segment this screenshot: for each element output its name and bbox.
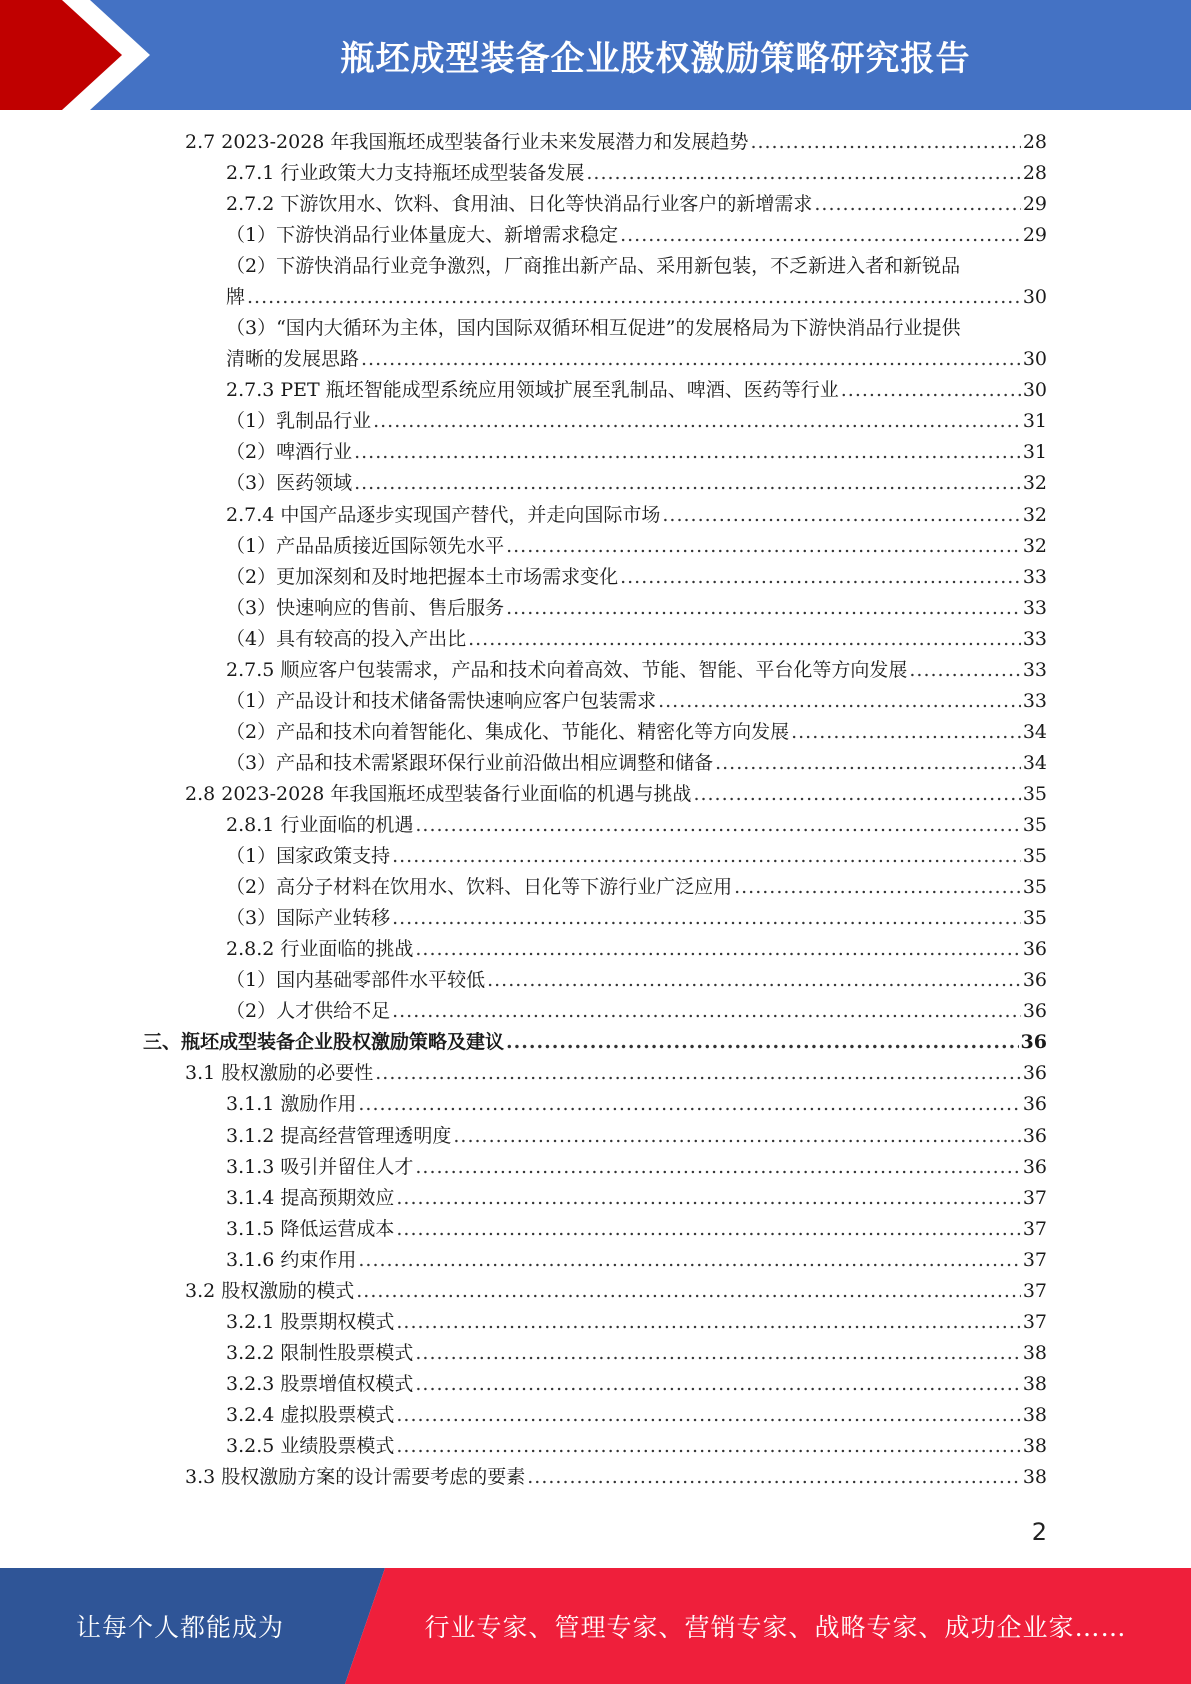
toc-entry[interactable] (226, 593, 1047, 624)
toc-dot-leader (392, 841, 1021, 872)
toc-dot-leader (527, 1462, 1021, 1493)
toc-entry-text: 牌 (226, 286, 246, 309)
toc-entry[interactable] (226, 748, 1047, 779)
toc-page-number: 32 (1022, 503, 1047, 526)
toc-entry[interactable] (226, 251, 1047, 313)
toc-dot-leader (468, 624, 1021, 655)
toc-entry[interactable] (185, 127, 1047, 158)
toc-entry-text: （3）产品和技术需紧跟环保行业前沿做出相应调整和储备 (226, 751, 714, 774)
toc-dot-leader (487, 965, 1021, 996)
toc-entry-text: 2.8.1 行业面临的机遇 (226, 814, 414, 836)
toc-entry-text: （1）国内基础零部件水平较低 (226, 969, 486, 992)
toc-dot-leader (620, 562, 1021, 593)
toc-page-number: 29 (1022, 224, 1047, 247)
toc-entry-text: 3.2.1 股票期权模式 (226, 1310, 395, 1333)
toc-page-number: 35 (1022, 876, 1047, 899)
toc-entry-text: 2.7 2023-2028 年我国瓶坯成型装备行业未来发展潜力和发展趋势 (185, 131, 749, 153)
toc-entry-text: （2）啤酒行业 (226, 441, 353, 464)
toc-entry-text-line1: （2）下游快消品行业竞争激烈，厂商推出新产品、采用新包装，不乏新进入者和新锐品 (226, 255, 961, 278)
toc-entry[interactable] (226, 810, 1047, 841)
toc-entry-text: （1）产品品质接近国际领先水平 (226, 534, 505, 557)
toc-page-number: 36 (1022, 1155, 1047, 1178)
toc-entry[interactable] (226, 1121, 1047, 1152)
toc-dot-leader (662, 500, 1020, 531)
toc-page-number: 38 (1022, 1466, 1047, 1489)
toc-entry-text: （4）具有较高的投入产出比 (226, 627, 467, 650)
toc-page-number: 33 (1022, 627, 1047, 650)
toc-entry[interactable] (226, 872, 1047, 903)
toc-page-number: 28 (1022, 162, 1047, 185)
toc-entry[interactable] (226, 717, 1047, 748)
toc-entry-text: 3.2 股权激励的模式 (185, 1279, 355, 1302)
toc-page-number: 37 (1022, 1248, 1047, 1271)
toc-entry-text: 清晰的发展思路 (226, 348, 360, 371)
toc-dot-leader (658, 686, 1021, 717)
toc-entry-text: （1）国家政策支持 (226, 845, 391, 868)
toc-page-number: 33 (1022, 596, 1047, 619)
toc-entry-text: （1）下游快消品行业体量庞大、新增需求稳定 (226, 224, 619, 247)
toc-page-number: 37 (1022, 1279, 1047, 1302)
toc-page-number: 36 (1022, 938, 1047, 961)
toc-page-number: 31 (1022, 441, 1047, 464)
toc-page-number: 30 (1022, 379, 1047, 402)
toc-dot-leader (734, 872, 1021, 903)
toc-entry[interactable] (185, 779, 1047, 810)
toc-page-number: 37 (1022, 1217, 1047, 1240)
toc-dot-leader (392, 903, 1021, 934)
toc-entry[interactable] (226, 1400, 1047, 1431)
toc-page-number: 38 (1022, 1341, 1047, 1364)
toc-dot-leader (909, 655, 1020, 686)
toc-page-number: 33 (1022, 658, 1047, 681)
toc-dot-leader (506, 1027, 1019, 1058)
toc-page-number: 36 (1022, 1000, 1047, 1023)
toc-dot-leader (354, 437, 1021, 468)
toc-page-number: 32 (1022, 534, 1047, 557)
toc-page-number: 38 (1022, 1372, 1047, 1395)
page-footer (0, 1568, 1191, 1684)
toc-entry[interactable] (185, 1462, 1047, 1493)
toc-entry-text: 3.1.6 约束作用 (226, 1248, 357, 1271)
toc-entry-text: （3）医药领域 (226, 472, 353, 495)
toc-dot-leader (375, 1058, 1021, 1089)
toc-entry[interactable] (226, 1307, 1047, 1338)
toc-entry-text: 2.7.5 顺应客户包装需求，产品和技术向着高效、节能、智能、平台化等方向发展 (226, 658, 908, 681)
toc-entry-text: 3.2.3 股票增值权模式 (226, 1372, 414, 1395)
toc-entry-text: 3.1.4 提高预期效应 (226, 1186, 395, 1209)
toc-dot-leader (396, 1431, 1020, 1462)
toc-entry-text: （3）快速响应的售前、售后服务 (226, 596, 505, 619)
toc-entry[interactable] (226, 1369, 1047, 1400)
toc-entry[interactable] (226, 158, 1047, 189)
toc-dot-leader (361, 344, 1021, 375)
toc-page-number: 35 (1022, 845, 1047, 868)
toc-page-number: 30 (1022, 286, 1047, 309)
toc-entry-text: 3.2.2 限制性股票模式 (226, 1341, 414, 1364)
toc-entry-text-line1: （3）“国内大循环为主体，国内国际双循环相互促进”的发展格局为下游快消品行业提供 (226, 317, 961, 340)
toc-dot-leader (396, 1214, 1020, 1245)
toc-page-number: 35 (1022, 814, 1047, 836)
toc-entry[interactable] (226, 624, 1047, 655)
toc-dot-leader (506, 593, 1021, 624)
toc-page-number: 37 (1022, 1310, 1047, 1333)
toc-entry[interactable] (226, 468, 1047, 499)
toc-dot-leader (373, 406, 1021, 437)
toc-entry-text: 3.2.5 业绩股票模式 (226, 1435, 395, 1457)
toc-entry[interactable] (226, 562, 1047, 593)
toc-entry[interactable] (226, 1152, 1047, 1183)
toc-entry[interactable] (226, 1338, 1047, 1369)
toc-entry[interactable] (226, 1183, 1047, 1214)
toc-entry-text: 3.1.5 降低运营成本 (226, 1217, 395, 1240)
toc-entry-text: （1）乳制品行业 (226, 410, 372, 433)
toc-entry[interactable] (226, 375, 1047, 406)
toc-page-number: 38 (1022, 1403, 1047, 1426)
toc-entry-text: 2.8 2023-2028 年我国瓶坯成型装备行业面临的机遇与挑战 (185, 782, 692, 805)
toc-entry[interactable] (185, 1058, 1047, 1089)
toc-entry[interactable] (226, 934, 1047, 965)
toc-dot-leader (358, 1245, 1020, 1276)
toc-entry[interactable] (226, 500, 1047, 531)
toc-dot-leader (396, 1307, 1020, 1338)
toc-dot-leader (354, 468, 1021, 499)
toc-entry-text: （2）人才供给不足 (226, 1000, 391, 1023)
toc-entry-text: 3.3 股权激励方案的设计需要考虑的要素 (185, 1466, 526, 1489)
toc-dot-leader (453, 1121, 1020, 1152)
toc-entry[interactable] (226, 313, 1047, 375)
toc-dot-leader (693, 779, 1020, 810)
toc-entry-text: 2.7.1 行业政策大力支持瓶坯成型装备发展 (226, 162, 585, 185)
toc-entry[interactable] (226, 220, 1047, 251)
toc-entry-text: 2.8.2 行业面临的挑战 (226, 938, 414, 961)
toc-dot-leader (396, 1400, 1020, 1431)
toc-dot-leader (415, 810, 1020, 841)
toc-page-number: 36 (1022, 1093, 1047, 1116)
toc-dot-leader (586, 158, 1020, 189)
toc-page-number: 28 (1022, 131, 1047, 153)
report-title: 瓶坯成型装备企业股权激励策略研究报告 (340, 38, 971, 79)
toc-page-number: 30 (1022, 348, 1047, 371)
toc-entry[interactable] (226, 1431, 1047, 1462)
toc-page-number: 33 (1022, 689, 1047, 712)
toc-entry[interactable] (226, 1214, 1047, 1245)
page-header (0, 0, 1191, 110)
toc-entry-text: 2.7.2 下游饮用水、饮料、食用油、日化等快消品行业客户的新增需求 (226, 193, 813, 216)
toc-entry[interactable] (226, 1245, 1047, 1276)
toc-entry-text: （1）产品设计和技术储备需快速响应客户包装需求 (226, 689, 657, 712)
toc-entry-text: （2）产品和技术向着智能化、集成化、节能化、精密化等方向发展 (226, 720, 790, 743)
toc-entry[interactable] (226, 841, 1047, 872)
toc-dot-leader (392, 996, 1021, 1027)
toc-dot-leader (841, 375, 1021, 406)
toc-entry[interactable] (226, 531, 1047, 562)
toc-entry[interactable] (226, 903, 1047, 934)
toc-page-number: 36 (1022, 1062, 1047, 1085)
toc-dot-leader (415, 1152, 1020, 1183)
toc-entry-text: 3.1.2 提高经营管理透明度 (226, 1124, 452, 1147)
toc-entry[interactable] (226, 655, 1047, 686)
toc-entry-text: 3.1 股权激励的必要性 (185, 1062, 374, 1085)
toc-dot-leader (715, 748, 1021, 779)
toc-page-number: 34 (1022, 751, 1047, 774)
toc-entry[interactable] (143, 1027, 1047, 1058)
toc-entry-text: 三、瓶坯成型装备企业股权激励策略及建议 (143, 1031, 505, 1054)
toc-dot-leader (791, 717, 1021, 748)
toc-dot-leader (356, 1276, 1021, 1307)
toc-page-number: 36 (1022, 1124, 1047, 1147)
toc-page-number: 38 (1022, 1435, 1047, 1457)
toc-dot-leader (415, 934, 1020, 965)
toc-page-number: 34 (1022, 720, 1047, 743)
footer-slogan-right: 行业专家、管理专家、营销专家、战略专家、成功企业家…… (424, 1613, 1127, 1642)
toc-page-number: 31 (1022, 410, 1047, 433)
toc-entry[interactable] (226, 996, 1047, 1027)
toc-dot-leader (415, 1369, 1020, 1400)
toc-entry-text: （2）高分子材料在饮用水、饮料、日化等下游行业广泛应用 (226, 876, 733, 899)
toc-entry-text: 3.1.1 激励作用 (226, 1093, 357, 1116)
toc-entry[interactable] (226, 437, 1047, 468)
toc-entry[interactable] (226, 965, 1047, 996)
toc-entry-text: （2）更加深刻和及时地把握本土市场需求变化 (226, 565, 619, 588)
toc-page-number: 37 (1022, 1186, 1047, 1209)
toc-entry-text: 2.7.4 中国产品逐步实现国产替代，并走向国际市场 (226, 503, 661, 526)
toc-entry[interactable] (226, 686, 1047, 717)
toc-entry-text: （3）国际产业转移 (226, 907, 391, 930)
footer-slogan-left: 让每个人都能成为 (75, 1613, 284, 1642)
toc-dot-leader (247, 282, 1021, 313)
toc-entry[interactable] (226, 189, 1047, 220)
toc-entry[interactable] (226, 406, 1047, 437)
toc-dot-leader (396, 1183, 1020, 1214)
toc-entry-text: 3.2.4 虚拟股票模式 (226, 1403, 395, 1426)
toc-dot-leader (506, 531, 1021, 562)
toc-dot-leader (358, 1089, 1020, 1120)
toc-page-number: 33 (1022, 565, 1047, 588)
toc-entry-text: 3.1.3 吸引并留住人才 (226, 1155, 414, 1178)
toc-page-number: 36 (1022, 969, 1047, 992)
toc-page-number: 35 (1022, 907, 1047, 930)
toc-page-number: 29 (1022, 193, 1047, 216)
toc-entry[interactable] (226, 1089, 1047, 1120)
toc-dot-leader (750, 127, 1020, 158)
toc-page-number: 35 (1022, 782, 1047, 805)
toc-dot-leader (620, 220, 1021, 251)
toc-entry-text: 2.7.3 PET 瓶坯智能成型系统应用领域扩展至乳制品、啤酒、医药等行业 (226, 379, 839, 402)
toc-dot-leader (814, 189, 1020, 220)
toc-page-number: 32 (1022, 472, 1047, 495)
toc-entry[interactable] (185, 1276, 1047, 1307)
toc-dot-leader (415, 1338, 1020, 1369)
toc-page-number: 36 (1020, 1031, 1047, 1054)
page-number: 2 (1031, 1518, 1047, 1546)
